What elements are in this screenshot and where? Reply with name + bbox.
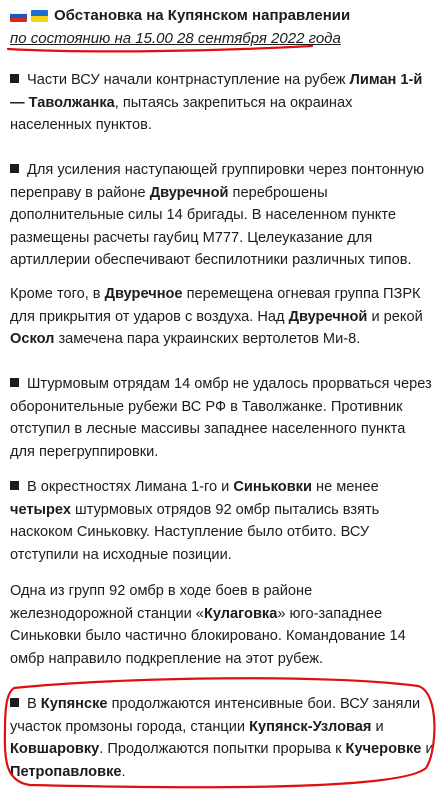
paragraph-1: Части ВСУ начали контрнаступление на рубеж Лиман 1-й — Таволжанка, пытаясь закрепиться на окраинах населенных пунктов. — [10, 72, 423, 133]
paragraph-6: Одна из групп 92 омбр в ходе боев в районе железнодорожной станции «Кулаговка» юго-западнее Синьковки было частично блокировано. Командование 14 омбр направило подкрепление на этот рубеж. — [10, 583, 406, 667]
post-title: Обстановка на Купянском направлении — [54, 7, 351, 24]
post-header — [10, 7, 350, 24]
ukraine-flag-icon — [31, 10, 48, 22]
square-bullet-icon — [10, 698, 19, 707]
paragraph-7: В Купянске продолжаются интенсивные бои. ВСУ заняли участок промзоны города, станции Купянск-Узловая и Ковшаровку. Продолжаются попытки прорыва к Кучеровке и Петропавловке. — [10, 696, 434, 780]
paragraph-5: В окрестностях Лимана 1-го и Синьковки не менее четырех штурмовых отрядов 92 омбр пытались взять наскоком Синьковку. Наступление было отбито. ВСУ отступили на исходные позиции. — [10, 479, 380, 563]
square-bullet-icon — [10, 164, 19, 173]
paragraph-3: Кроме того, в Двуречное перемещена огневая группа ПЗРК для прикрытия от ударов с воздуха. Над Двуречной и рекой Оскол замечена пара украинских вертолетов Ми-8. — [10, 286, 423, 347]
russia-flag-icon — [10, 10, 27, 22]
square-bullet-icon — [10, 481, 19, 490]
square-bullet-icon — [10, 378, 19, 387]
paragraph-2: Для усиления наступающей группировки через понтонную переправу в районе Двуречной переброшены дополнительные силы 14 бригады. В населенном пункте размещены расчеты гаубиц М777. Целеуказание для артиллерии обеспечивают беспилотники различных типов. — [10, 162, 425, 268]
paragraph-4: Штурмовым отрядам 14 омбр не удалось прорваться через оборонительные рубежи ВС РФ в Таволжанке. Противник отступил в лесные массивы западнее населенного пункта для перегруппировки. — [10, 376, 432, 460]
post-subtitle-date: по состоянию на 15.00 28 сентября 2022 года — [10, 30, 341, 47]
square-bullet-icon — [10, 74, 19, 83]
